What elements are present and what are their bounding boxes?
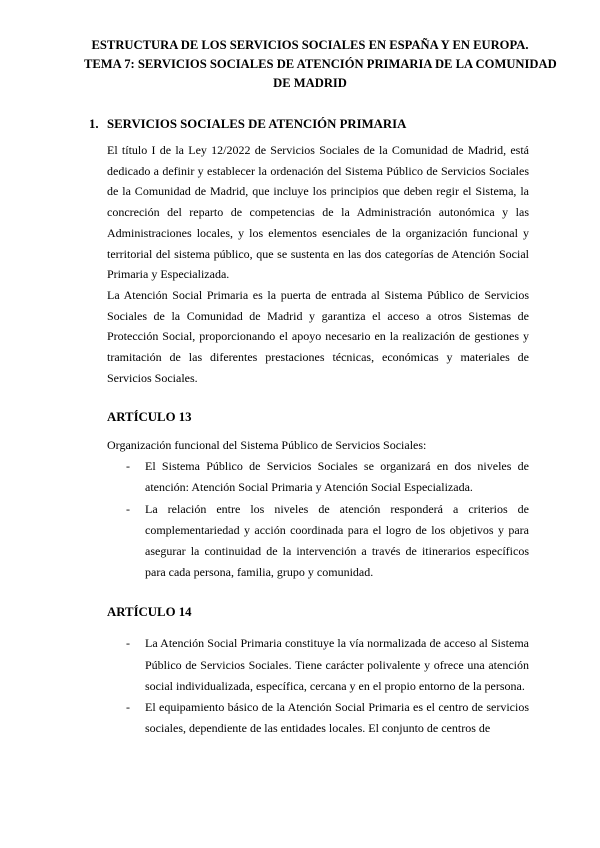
list-item-text: El equipamiento básico de la Atención Social Primaria es el centro de servicios sociales, dependiente de las entidades locales. El conjunto de centros de	[145, 699, 529, 736]
document-header	[84, 0, 557, 93]
article-14	[89, 603, 529, 739]
header-line-3: DE MADRID	[273, 76, 347, 90]
list-item-text: El Sistema Público de Servicios Sociales se organizará en dos niveles de atención: Atención Social Primaria y Atención Social Especializada.	[145, 459, 529, 495]
list-item	[107, 499, 529, 584]
article-14-list	[107, 633, 529, 739]
article-13-intro: Organización funcional del Sistema Público de Servicios Sociales:	[107, 438, 427, 453]
dash-bullet: -	[126, 459, 130, 474]
article-13-list	[107, 456, 529, 583]
list-item-text: La relación entre los niveles de atención responderá a criterios de complementariedad y acción coordinada para el logro de los objetivos y para asegurar la continuidad de la intervención a través de itinerarios específicos para cada persona, familia, grupo y comunidad.	[145, 501, 529, 580]
list-item	[107, 633, 529, 697]
header-line-2: TEMA 7: SERVICIOS SOCIALES DE ATENCIÓN PRIMARIA DE LA COMUNIDAD	[84, 57, 557, 71]
list-item	[107, 456, 529, 498]
dash-bullet: -	[126, 636, 130, 651]
section-1-number: 1.	[89, 117, 99, 131]
article-13	[89, 408, 529, 583]
list-item	[107, 697, 529, 739]
list-item-text: La Atención Social Primaria constituye la vía normalizada de acceso al Sistema Público de Servicios Sociales. Tiene carácter polivalente y ofrece una atención social individualizada, específica, cercana y en el propio entorno de la persona.	[145, 636, 529, 693]
dash-bullet: -	[126, 699, 130, 714]
section-1-heading	[89, 115, 529, 133]
header-line-1: ESTRUCTURA DE LOS SERVICIOS SOCIALES EN ESPAÑA Y EN EUROPA.	[91, 38, 529, 52]
paragraph-2: La Atención Social Primaria es la puerta de entrada al Sistema Público de Servicios Sociales de la Comunidad de Madrid y garantiza el acceso a otros Sistemas de Protección Social, proporcionando el apoyo necesario en la realización de gestiones y tramitación de las diferentes prestaciones técnicas, económicas y materiales de Servicios Sociales.	[107, 287, 529, 385]
section-1-body	[89, 140, 529, 388]
paragraph-1: El título I de la Ley 12/2022 de Servicios Sociales de la Comunidad de Madrid, está dedicado a definir y establecer la ordenación del Sistema Público de Servicios Sociales de la Comunidad de Madrid, que incluye los principios que deben regir el Sistema, la concreción del reparto de competencias de la Administración autonómica y las Administraciones locales, y los elementos esenciales de la organización funcional y territorial del sistema público, que se sustenta en las dos categorías de Atención Social Primaria y Especializada.	[107, 143, 529, 282]
dash-bullet: -	[126, 501, 130, 516]
article-13-title: ARTÍCULO 13	[107, 410, 192, 425]
article-14-title: ARTÍCULO 14	[107, 605, 192, 620]
section-1-title: SERVICIOS SOCIALES DE ATENCIÓN PRIMARIA	[107, 117, 407, 131]
